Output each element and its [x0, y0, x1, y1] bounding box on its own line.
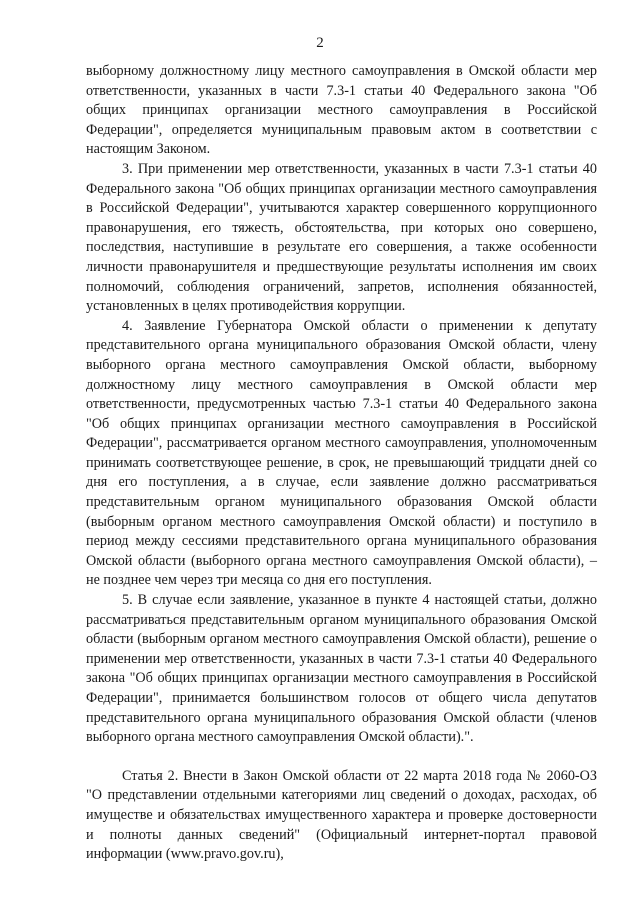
paragraph-continuation: выборному должностному лицу местного самоуправления в Омской области мер ответственности, указанных в части 7.3-1 статьи 40 Федерального закона "Об общих принципах организации местного самоуправления в Российской Федерации", определяется муниципальным правовым актом в соответствии с настоящим Законом. — [86, 63, 597, 158]
paragraph-item-4: 4. Заявление Губернатора Омской области о применении к депутату представительного органа муниципального образования Омской области, члену выборного органа местного самоуправления Омской области, выборному должностному лицу местного самоуправления в Омской области мер ответственности, предусмотренных частью 7.3-1 статьи 40 Федерального закона "Об общих принципах организации местного самоуправления в Российской Федерации", рассматривается органом местного самоуправления, уполномоченным принимать соответствующее решение, в срок, не превышающий тридцати дней со дня его поступления, а в случае, если заявление должно рассматриваться представительным органом муниципального образования Омской области (выборным органом местного самоуправления Омской области) и поступило в период между сессиями представительного органа муниципального образования Омской области (выборного органа местного самоуправления Омской области), – не позднее чем через три месяца со дня его поступления. — [86, 317, 597, 589]
paragraph-item-3: 3. При применении мер ответственности, указанных в части 7.3-1 статьи 40 Федерального закона "Об общих принципах организации местного самоуправления в Российской Федерации", учитываются характер совершенного коррупционного правонарушения, его тяжесть, обстоятельства, при которых оно совершено, последствия, наступившие в результате его совершения, а также особенности личности правонарушителя и предшествующие результаты исполнения им своих полномочий, соблюдения ограничений, запретов, исполнения обязанностей, установленных в целях противодействия коррупции. — [86, 160, 597, 315]
paragraph-spacer — [86, 748, 597, 767]
page-number: 2 — [316, 35, 324, 51]
document-body — [86, 62, 597, 865]
article-2-paragraph: Статья 2. Внести в Закон Омской области от 22 марта 2018 года № 2060-ОЗ "О представлении отдельными категориями лиц сведений о доходах, расходах, об имуществе и обязательствах имущественного характера и проверке достоверности и полноты данных сведений" (Официальный интернет-портал правовой информации (www.pravo.gov.ru), — [86, 767, 597, 863]
paragraph-item-5: 5. В случае если заявление, указанное в пункте 4 настоящей статьи, должно рассматриваться представительным органом муниципального образования Омской области (выборным органом местного самоуправления Омской области), решение о применении мер ответственности, указанных в части 7.3-1 статьи 40 Федерального закона "Об общих принципах организации местного самоуправления в Российской Федерации", принимается большинством голосов от общего числа депутатов представительного органа муниципального образования Омской области (членов выборного органа местного самоуправления Омской области).". — [86, 592, 597, 746]
